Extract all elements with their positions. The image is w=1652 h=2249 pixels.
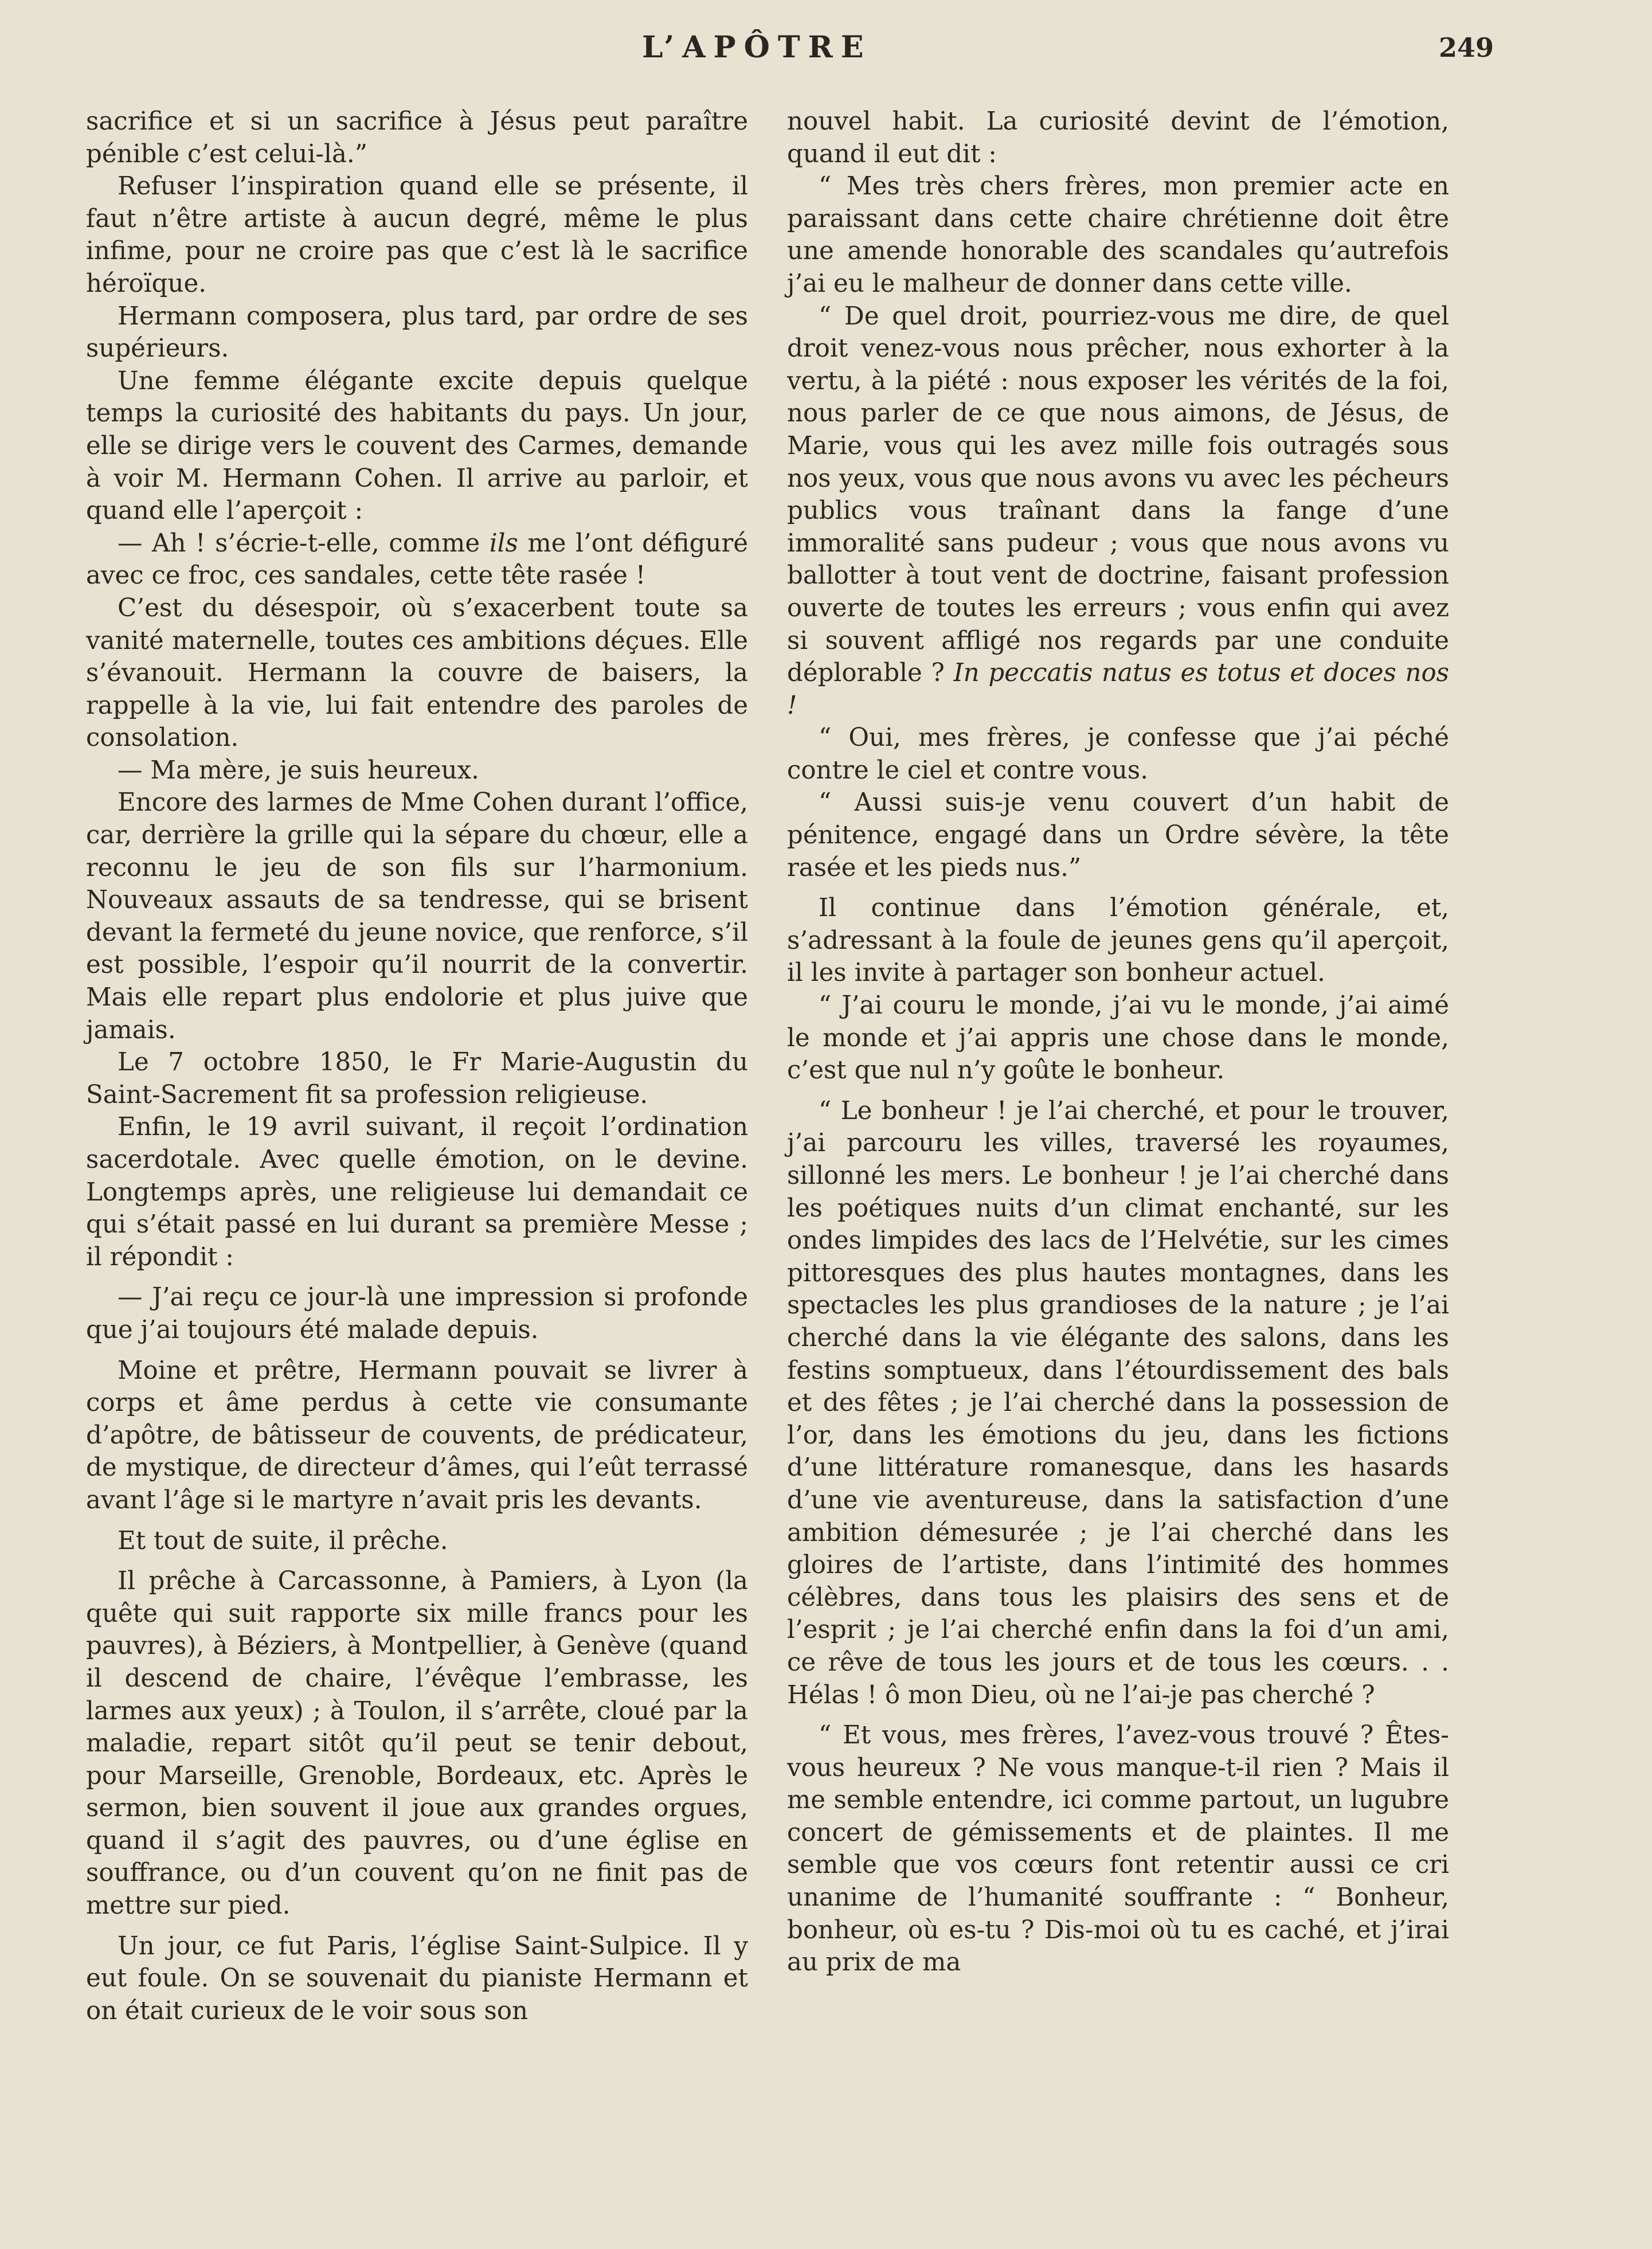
paragraph: Encore des larmes de Mme Cohen durant l’office, car, derrière la grille qui la sépare du chœur, elle a reconnu le jeu de son fils sur l’harmonium. Nouveaux assauts de sa tendresse, qui se brisent devant la fermeté du jeune novice, que renforce, s’il est possible, l’espoir qu’il nourrit de la convertir. Mais elle repart plus endolorie et plus juive que jamais. bbox=[86, 788, 748, 1045]
italic-text: ils bbox=[489, 529, 518, 558]
paragraph: Un jour, ce fut Paris, l’église Saint-Sulpice. Il y eut foule. On se souvenait du pianiste Hermann et on était curieux de le voir sous son bbox=[86, 1931, 748, 2025]
paragraph: Moine et prêtre, Hermann pouvait se livrer à corps et âme perdus à cette vie consumante d’apôtre, de bâtisseur de couvents, de prédicateur, de mystique, de directeur d’âmes, qui l’eût terrassé avant l’âge si le martyre n’avait pris les devants. bbox=[86, 1356, 748, 1515]
paragraph: sacrifice et si un sacrifice à Jésus peut paraître pénible c’est celui-là.” bbox=[86, 107, 748, 169]
paragraph: Et tout de suite, il prêche. bbox=[118, 1526, 448, 1555]
paragraph: Une femme élégante excite depuis quelque temps la curiosité des habitants du pays. Un jour, elle se dirige vers le couvent des Carmes, demande à voir M. Hermann Cohen. Il arrive au parloir, et quand elle l’aperçoit : bbox=[86, 366, 748, 526]
paragraph: “ Oui, mes frères, je confesse que j’ai péché contre le ciel et contre vous. bbox=[787, 723, 1449, 785]
page-number: 249 bbox=[1438, 32, 1494, 63]
paragraph: “ Le bonheur ! je l’ai cherché, et pour le trouver, j’ai parcouru les villes, traversé les royaumes, sillonné les mers. Le bonheur ! je l’ai cherché dans les poétiques nuits d’un climat enchanté, sur les ondes limpides des lacs de l’Helvétie, sur les cimes pittoresques des plus hautes montagnes, dans les spectacles les plus grandioses de la nature ; je l’ai cherché dans la vie élégante des salons, dans les festins somptueux, dans l’étourdissement des bals et des fêtes ; je l’ai cherché dans la possession de l’or, dans les émotions du jeu, dans les fictions d’une littérature romanesque, dans les hasards d’une vie aventureuse, dans la satisfaction d’une ambition démesurée ; je l’ai cherché dans les gloires de l’artiste, dans l’intimité des hommes célèbres, dans tous les plaisirs des sens et de l’esprit ; je l’ai cherché enfin dans la foi d’un ami, ce rêve de tous les jours et de tous les cœurs. . . Hélas ! ô mon Dieu, où ne l’ai-je pas cherché ? bbox=[787, 1096, 1449, 1710]
paragraph: Il continue dans l’émotion générale, et, s’adressant à la foule de jeunes gens qu’il aperçoit, il les invite à partager son bonheur actuel. bbox=[787, 894, 1449, 988]
paragraph bbox=[86, 527, 748, 592]
paragraph: “ Et vous, mes frères, l’avez-vous trouvé ? Êtes-vous heureux ? Ne vous manque-t-il rien ? Mais il me semble entendre, ici comme partout, un lugubre concert de gémissements et de plaintes. Il me semble que vos cœurs font retentir aussi ce cri unanime de l’humanité souffrante : “ Bonheur, bonheur, où es-tu ? Dis-moi où tu es caché, et j’irai au prix de ma bbox=[787, 1721, 1449, 1977]
paragraph: — J’ai reçu ce jour-là une impression si profonde que j’ai toujours été malade depuis. bbox=[86, 1283, 748, 1344]
paragraph: C’est du désespoir, où s’exacerbent toute sa vanité maternelle, toutes ces ambitions déçues. Elle s’évanouit. Hermann la couvre de baisers, la rappelle à la vie, lui fait entendre des paroles de consolation. bbox=[86, 593, 748, 753]
paragraph: “ Aussi suis-je venu couvert d’un habit de pénitence, engagé dans un Ordre sévère, la tête rasée et les pieds nus.” bbox=[787, 788, 1449, 882]
paragraph: Hermann composera, plus tard, par ordre de ses supérieurs. bbox=[86, 302, 748, 363]
paragraph: — Ma mère, je suis heureux. bbox=[118, 756, 479, 785]
text-run: — Ah ! s’écrie-t-elle, comme bbox=[118, 529, 490, 558]
right-column bbox=[787, 105, 1449, 1979]
paragraph: Le 7 octobre 1850, le Fr Marie-Augustin du Saint-Sacrement fit sa profession religieuse. bbox=[86, 1048, 748, 1109]
left-column bbox=[86, 105, 748, 2027]
running-title: L’APÔTRE bbox=[642, 30, 872, 65]
paragraph: “ J’ai couru le monde, j’ai vu le monde, j’ai aimé le monde et j’ai appris une chose dans le monde, c’est que nul n’y goûte le bonheur. bbox=[787, 991, 1449, 1085]
paragraph: nouvel habit. La curiosité devint de l’émotion, quand il eut dit : bbox=[787, 107, 1449, 169]
paragraph: Il prêche à Carcassonne, à Pamiers, à Lyon (la quête qui suit rapporte six mille francs pour les pauvres), à Béziers, à Montpellier, à Genève (quand il descend de chaire, l’évêque l’embrasse, les larmes aux yeux) ; à Toulon, il s’arrête, cloué par la maladie, repart sitôt qu’il peut se tenir debout, pour Marseille, Grenoble, Bordeaux, etc. Après le sermon, bien souvent il joue aux grandes orgues, quand il s’agit des pauvres, ou d’une église en souffrance, ou d’un couvent qu’on ne finit pas de mettre sur pied. bbox=[86, 1567, 748, 1921]
paragraph: Enfin, le 19 avril suivant, il reçoit l’ordination sacerdotale. Avec quelle émotion, on le devine. Longtemps après, une religieuse lui demandait ce qui s’était passé en lui durant sa première Messe ; il répondit : bbox=[86, 1113, 748, 1272]
text-run: me l’ont défiguré avec ce froc, ces sandales, cette tête rasée ! bbox=[86, 529, 748, 590]
paragraph bbox=[787, 300, 1449, 722]
paragraph: “ Mes très chers frères, mon premier acte en paraissant dans cette chaire chrétienne doit être une amende honorable des scandales qu’autrefois j’ai eu le malheur de donner dans cette ville. bbox=[787, 172, 1449, 298]
text-run: “ De quel droit, pourriez-vous me dire, de quel droit venez-vous nous prêcher, nous exhorter à la vertu, à la piété : nous exposer les vérités de la foi, nous parler de ce que nous aimons, de Jésus, de Marie, vous qui les avez mille fois outragés sous nos yeux, vous que nous avons vu avec les pécheurs publics vous traînant dans la fange d’une immoralité sans pudeur ; vous que nous avons vu ballotter à tout vent de doctrine, faisant profession ouverte de toutes les erreurs ; vous enfin qui avez si souvent affligé nos regards par une conduite déplorable ? bbox=[787, 302, 1449, 688]
page-header bbox=[0, 30, 1652, 76]
paragraph: Refuser l’inspiration quand elle se présente, il faut n’être artiste à aucun degré, même le plus infime, pour ne croire pas que c’est là le sacrifice héroïque. bbox=[86, 172, 748, 298]
latin-quote: In peccatis natus es totus et doces nos ! bbox=[787, 659, 1449, 720]
